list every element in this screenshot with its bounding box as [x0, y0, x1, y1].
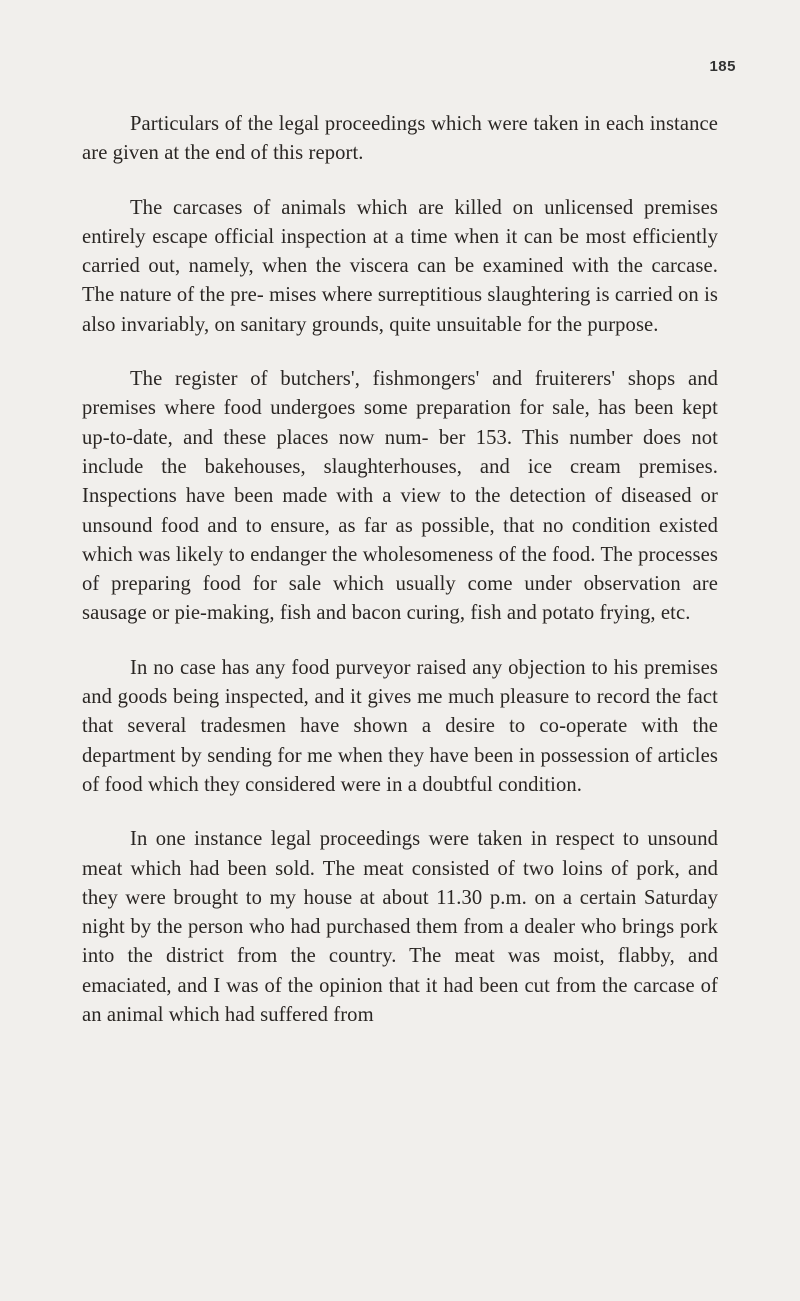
paragraph-unsound-meat-case: In one instance legal proceedings were taken in respect to unsound meat which had been sold. The meat consisted of two loins of pork, and they were brought to my house at about 11.30 p.m. on a certain Saturday night by the person who had purchased them from a dealer who brings pork into the district from the country. The meat was moist, flabby, and emaciated, and I was of the opinion that it had been cut from the carcase of an animal which had suffered from — [82, 828, 718, 1027]
page-number: 185 — [709, 58, 736, 75]
report-body — [82, 110, 718, 1055]
paragraph-register-of-shops: The register of butchers', fishmongers' and fruiterers' shops and premises where food undergoes some preparation for sale, has been kept up-to-date, and these places now num- ber 153. This number does not include the bakehouses, slaughterhouses, and ice cream premises. Inspections have been made with a view to the detection of diseased or unsound food and to ensure, as far as possible, that no condition existed which was likely to endanger the wholesomeness of the food. The processes of preparing food for sale which usually come under observation are sausage or pie-making, fish and bacon curing, fish and potato frying, etc. — [82, 368, 718, 625]
paragraph-unlicensed-premises: The carcases of animals which are killed on unlicensed premises entirely escape official inspection at a time when it can be most efficiently carried out, namely, when the viscera can be examined with the carcase. The nature of the pre- mises where surreptitious slaughtering is carried on is also invariably, on sanitary grounds, quite unsuitable for the purpose. — [82, 196, 718, 336]
paragraph-tradesmen-cooperation: In no case has any food purveyor raised any objection to his premises and goods being inspected, and it gives me much pleasure to record the fact that several tradesmen have shown a desire to co-operate with the department by sending for me when they have been in possession of articles of food which they considered were in a doubtful condition. — [82, 656, 718, 796]
paragraph-legal-proceedings: Particulars of the legal proceedings which were taken in each instance are given at the end of this report. — [82, 113, 718, 165]
